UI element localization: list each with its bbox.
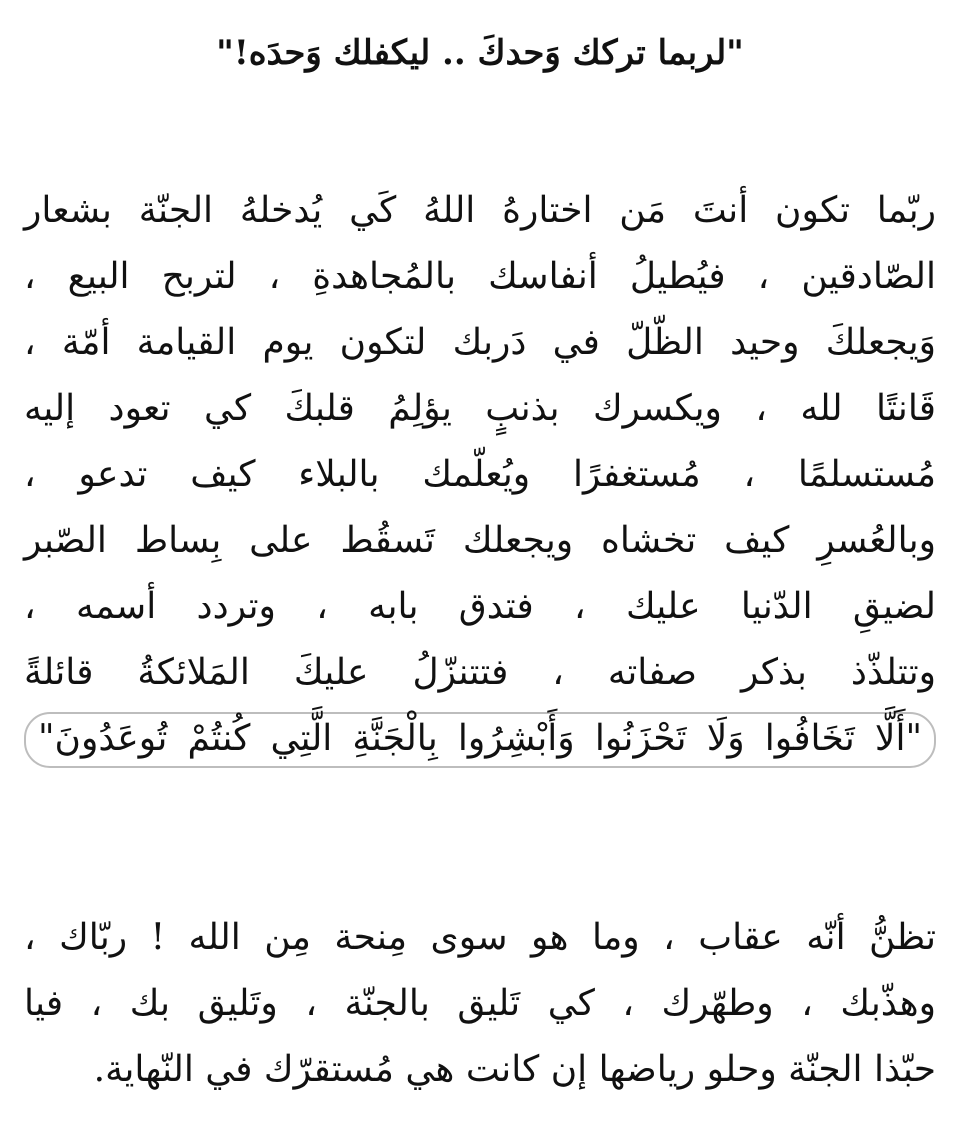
paragraph-1-line: وَيجعلكَ وحيد الظّلّ في دَربك لتكون يوم القيامة أمّة ، — [24, 322, 936, 363]
paragraph-1-line: قَانتًا لله ، ويكسرك بذنبٍ يؤلِمُ قلبكَ كي تعود إليه — [24, 388, 936, 429]
quran-quote: "أَلَّا تَخَافُوا وَلَا تَحْزَنُوا وَأَبْشِرُوا بِالْجَنَّةِ الَّتِي كُنتُمْ تُوعَدُونَ" — [24, 712, 936, 768]
paragraph-2-line: حبّذا الجنّة وحلو رياضها إن كانت هي مُستقرّك في النّهاية. — [93, 1049, 936, 1090]
paragraph-1-line: مُستسلمًا ، مُستغفرًا ويُعلّمك بالبلاء كيف تدعو ، — [24, 454, 936, 495]
paragraph-1-line: وتتلذّذ بذكر صفاته ، فتتنزّلُ عليكَ المَلائكةُ قائلةً — [24, 652, 936, 693]
paragraph-1 — [24, 178, 936, 768]
paragraph-2-line: تظنُّ أنّه عقاب ، وما هو سوى مِنحة مِن الله ! ربّاك ، — [24, 917, 936, 958]
page-title: "لربما تركك وَحدكَ .. ليكفلك وَحدَه!" — [216, 33, 744, 73]
paragraph-1-line: ربّما تكون أنتَ مَن اختارهُ اللهُ كَي يُدخلهُ الجنّة بشعار — [24, 190, 936, 231]
paragraph-2-line: وهذّبك ، وطهّرك ، كي تَليق بالجنّة ، وتَليق بك ، فيا — [24, 983, 936, 1024]
paragraph-1-line: لضيقِ الدّنيا عليك ، فتدق بابه ، وتردد أسمه ، — [24, 586, 936, 627]
paragraph-1-line: وبالعُسرِ كيف تخشاه ويجعلك تَسقُط على بِساط الصّبر — [24, 520, 936, 561]
paragraph-1-line: الصّادقين ، فيُطيلُ أنفاسك بالمُجاهدةِ ، لتربح البيع ، — [24, 256, 936, 297]
paragraph-2 — [24, 905, 936, 1103]
